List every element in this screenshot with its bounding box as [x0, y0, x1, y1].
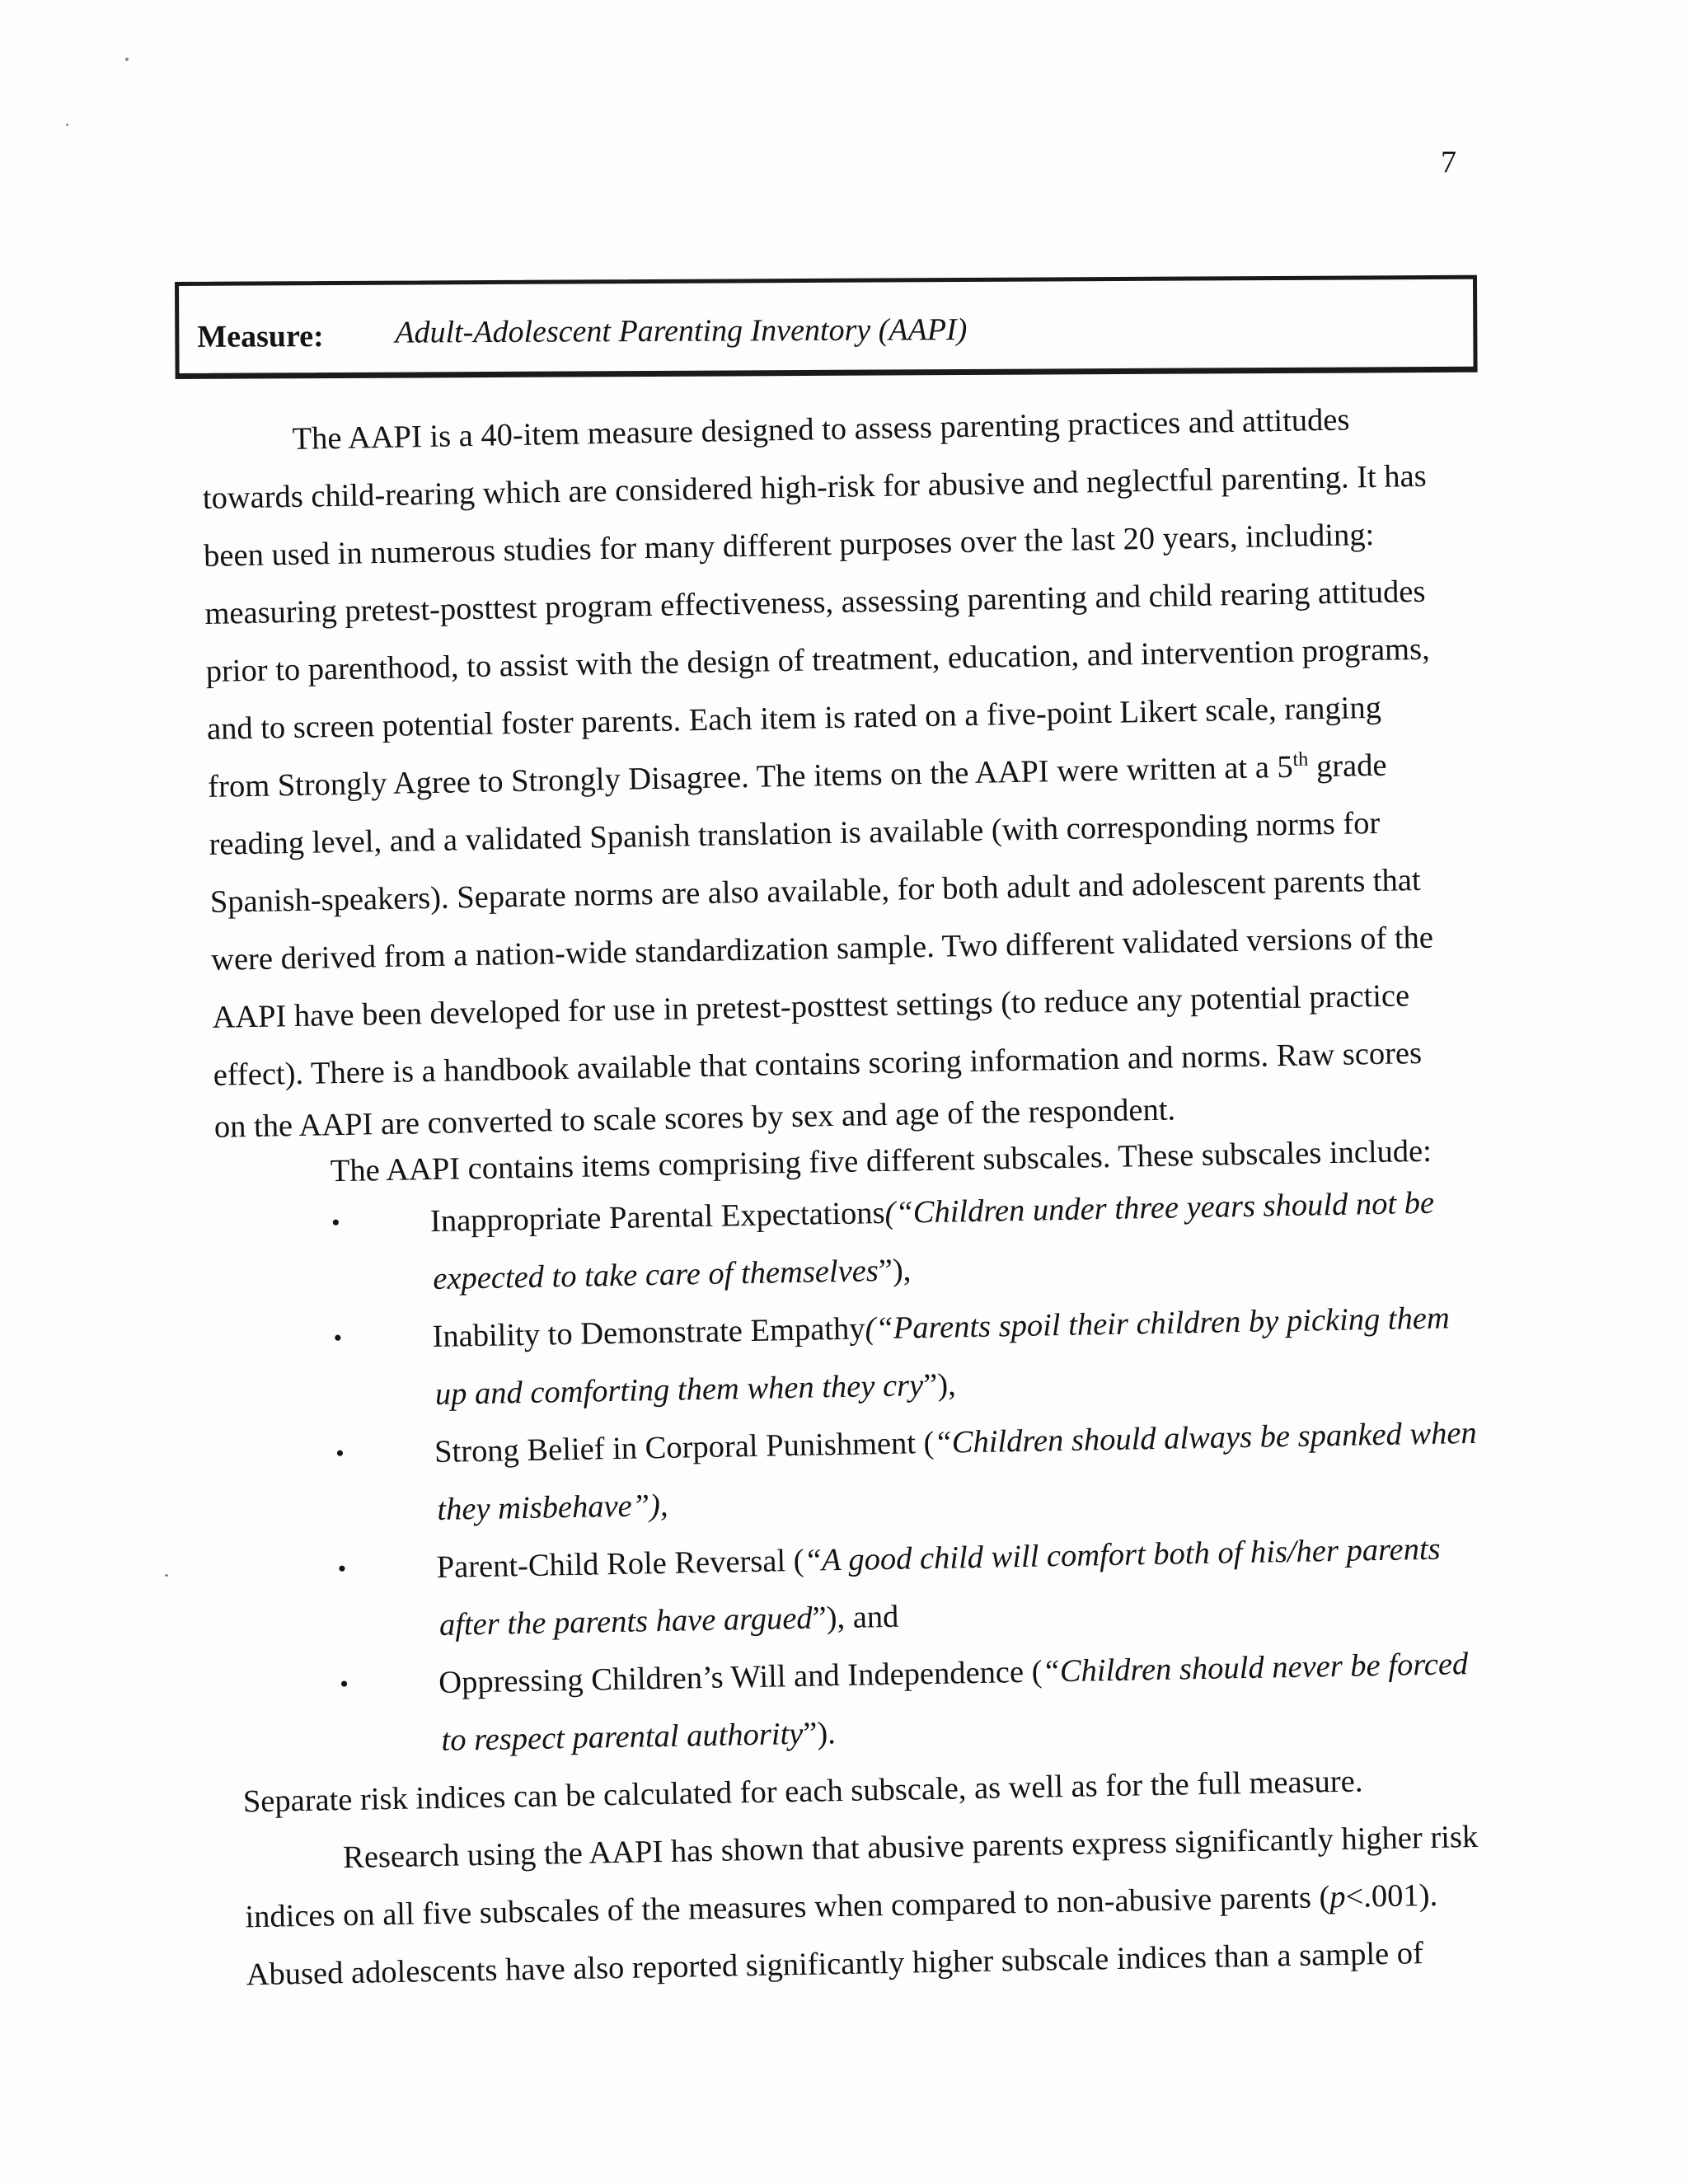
subscale-name: Strong Belief in Corporal Punishment (	[434, 1425, 935, 1470]
paragraph-line: measuring pretest-posttest program effectiveness, assessing parenting and child rearing attitudes	[204, 574, 1426, 631]
subscale-example: (“Children under three years should not be	[884, 1185, 1435, 1230]
paragraph-line: were derived from a nation-wide standardization sample. Two different validated versions of the	[210, 920, 1434, 977]
subscale-tail: ”), and	[812, 1599, 899, 1636]
subscale-tail: ”),	[878, 1253, 912, 1289]
bullet-icon: •	[333, 1324, 343, 1352]
bullet-icon: •	[331, 1209, 340, 1237]
paragraph-line: prior to parenthood, to assist with the design of treatment, education, and intervention programs,	[205, 631, 1431, 689]
subscale-name: Oppressing Children’s Will and Independence (	[438, 1654, 1043, 1700]
bullet-icon: •	[337, 1555, 347, 1583]
paragraph-line: Spanish-speakers). Separate norms are also available, for both adult and adolescent parents that	[209, 862, 1421, 920]
line-text: <.001).	[1345, 1877, 1438, 1915]
paragraph-line: on the AAPI are converted to scale scores by sex and age of the respondent.	[213, 1092, 1176, 1145]
line-text: grade	[1307, 748, 1387, 785]
scan-speck	[165, 1574, 168, 1577]
paragraph-line: reading level, and a validated Spanish translation is available (with corresponding norms for	[209, 805, 1381, 862]
paragraph-line: The AAPI is a 40-item measure designed to assess parenting practices and attitudes	[292, 402, 1350, 457]
body-text	[201, 388, 1549, 2004]
subscale-name: Inappropriate Parental Expectations	[429, 1195, 885, 1240]
line-text: from Strongly Agree to Strongly Disagree. The items on the AAPI were written at a 5	[207, 749, 1294, 804]
scan-speck	[66, 124, 68, 126]
subscales-intro: The AAPI contains items comprising five different subscales. These subscales include:	[330, 1133, 1432, 1189]
subscale-example: (“Parents spoil their children by picking them	[865, 1301, 1451, 1347]
paragraph-line: been used in numerous studies for many different purposes over the last 20 years, including:	[203, 517, 1375, 574]
page-number: 7	[1441, 145, 1456, 180]
bullet-icon: •	[340, 1670, 349, 1699]
measure-title: Adult-Adolescent Parenting Inventory (AAPI)	[395, 312, 968, 350]
subscale-example: they misbehave”),	[437, 1488, 668, 1527]
paragraph-line: effect). There is a handbook available that contains scoring information and norms. Raw scores	[213, 1035, 1423, 1093]
paragraph-line: and to screen potential foster parents. Each item is rated on a five-point Likert scale, ranging	[206, 690, 1382, 747]
paragraph-line: towards child-rearing which are considered high-risk for abusive and neglectful parenting. It has	[202, 458, 1428, 516]
subscale-example: after the parents have argued	[438, 1601, 813, 1643]
subscale-name: Parent-Child Role Reversal (	[436, 1543, 804, 1585]
risk-indices-line: Separate risk indices can be calculated for each subscale, as well as for the full measure.	[242, 1764, 1363, 1820]
scan-speck	[125, 58, 129, 61]
measure-header-box	[175, 275, 1478, 379]
measure-label: Measure:	[197, 319, 324, 354]
subscale-example: “Children should never be forced	[1042, 1647, 1469, 1690]
ordinal-superscript: th	[1292, 748, 1309, 771]
p-value-symbol: p	[1329, 1879, 1346, 1915]
paragraph-line: Abused adolescents have also reported significantly higher subscale indices than a sample of	[246, 1936, 1424, 1993]
paragraph-line: AAPI have been developed for use in pretest-posttest settings (to reduce any potential practice	[212, 978, 1410, 1035]
subscale-name: Inability to Demonstrate Empathy	[432, 1311, 865, 1355]
subscale-example: expected to take care of themselves	[432, 1254, 879, 1297]
subscale-tail: ”).	[802, 1716, 837, 1751]
subscale-example: “A good child will comfort both of his/her parents	[804, 1531, 1441, 1578]
subscale-example: “Children should always be spanked when	[934, 1415, 1478, 1460]
paragraph-line: Research using the AAPI has shown that abusive parents express significantly higher risk	[342, 1819, 1479, 1876]
subscale-tail: ”),	[922, 1367, 957, 1404]
subscale-example: up and comforting them when they cry	[434, 1368, 924, 1412]
bullet-icon: •	[335, 1440, 345, 1468]
line-text: indices on all five subscales of the measures when compared to non-abusive parents (	[245, 1880, 1330, 1935]
subscale-example: to respect parental authority	[441, 1716, 804, 1758]
